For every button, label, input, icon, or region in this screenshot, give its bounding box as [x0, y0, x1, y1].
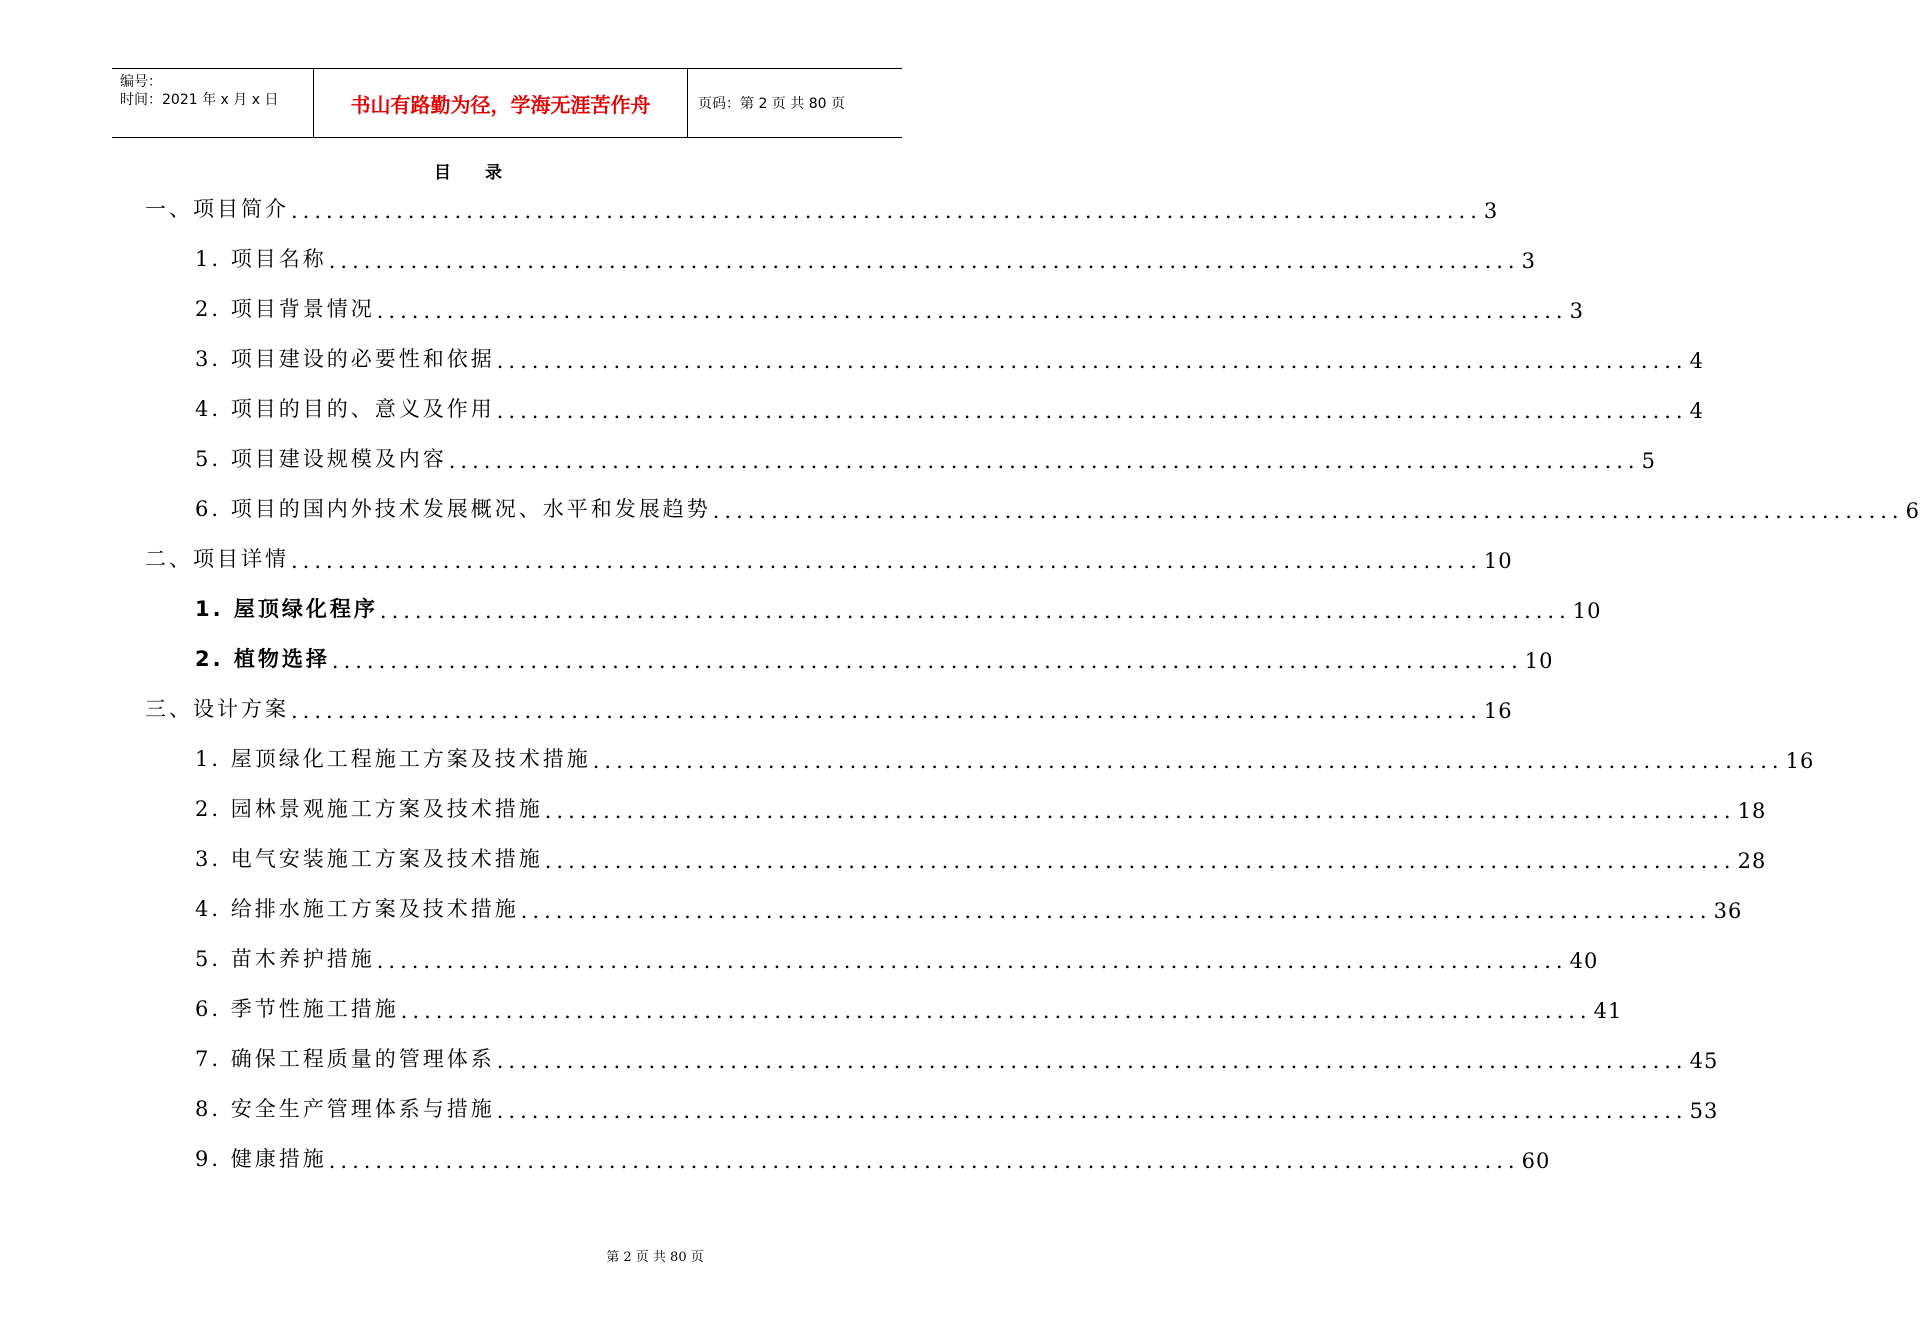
toc-title: 目 录 — [434, 163, 516, 183]
toc-leader-dots: ...................................................................................................... — [496, 399, 1688, 423]
header-motto: 书山有路勤为径，学海无涯苦作舟 — [314, 69, 688, 137]
toc-leader-dots: ...................................................................................................... — [712, 499, 1904, 523]
toc-entry[interactable] — [145, 693, 1513, 723]
toc-entry-label: 二、项目详情 — [145, 547, 289, 571]
toc-leader-dots: ...................................................................................................... — [291, 549, 1482, 573]
toc-entry-page: 4 — [1689, 399, 1704, 423]
toc-leader-dots: ...................................................................................................... — [520, 899, 1712, 923]
toc-leader-dots: ...................................................................................................... — [496, 349, 1688, 373]
toc-entry-label: 1. 屋顶绿化工程施工方案及技术措施 — [195, 747, 591, 771]
toc-entry-page: 3 — [1569, 299, 1584, 323]
toc-entry-page: 10 — [1572, 599, 1602, 623]
toc-entry-page: 41 — [1593, 999, 1623, 1023]
toc-entry-label: 3. 项目建设的必要性和依据 — [195, 347, 495, 371]
toc-entry-label: 三、设计方案 — [145, 697, 289, 721]
toc-leader-dots: ...................................................................................................... — [496, 1099, 1688, 1123]
toc-entry-label: 1. 屋顶绿化程序 — [195, 597, 378, 621]
toc-entry-page: 16 — [1785, 749, 1815, 773]
code-label: 编号： — [120, 74, 162, 90]
toc-entry-page: 3 — [1521, 249, 1536, 273]
toc-entry[interactable] — [195, 593, 1602, 623]
toc-entry-label: 1. 项目名称 — [195, 247, 327, 271]
date-label: 时间：2021 年 x 月 x 日 — [120, 92, 279, 108]
toc-entry[interactable] — [195, 993, 1623, 1023]
toc-entry[interactable] — [195, 743, 1815, 773]
toc-entry-page: 40 — [1569, 949, 1599, 973]
toc-leader-dots: ...................................................................................................... — [400, 999, 1592, 1023]
toc-entry-label: 6. 项目的国内外技术发展概况、水平和发展趋势 — [195, 497, 711, 521]
toc-entry-page: 10 — [1483, 549, 1513, 573]
toc-entry-label: 5. 项目建设规模及内容 — [195, 447, 447, 471]
toc-entry-label: 4. 给排水施工方案及技术措施 — [195, 897, 519, 921]
toc-leader-dots: ...................................................................................................... — [328, 249, 1520, 273]
toc-entry-page: 45 — [1689, 1049, 1719, 1073]
toc-entry-page: 28 — [1737, 849, 1767, 873]
toc-entry-page: 60 — [1521, 1149, 1551, 1173]
toc-entry[interactable] — [195, 243, 1536, 273]
toc-entry-page: 6 — [1905, 499, 1920, 523]
toc-entry-label: 2. 植物选择 — [195, 647, 330, 671]
toc-entry-page: 5 — [1641, 449, 1656, 473]
toc-entry-label: 8. 安全生产管理体系与措施 — [195, 1097, 495, 1121]
page-footer: 第 2 页 共 80 页 — [606, 1250, 704, 1265]
header-page-info: 页码：第 2 页 共 80 页 — [698, 96, 845, 112]
toc-entry-label: 9. 健康措施 — [195, 1147, 327, 1171]
toc-leader-dots: ...................................................................................................... — [376, 299, 1568, 323]
toc-entry-page: 18 — [1737, 799, 1767, 823]
toc-entry[interactable] — [195, 643, 1554, 673]
toc-leader-dots: ...................................................................................................... — [448, 449, 1640, 473]
toc-leader-dots: ...................................................................................................... — [376, 949, 1568, 973]
toc-leader-dots: ...................................................................................................... — [291, 199, 1482, 223]
toc-entry[interactable] — [195, 493, 1920, 523]
toc-leader-dots: ...................................................................................................... — [592, 749, 1784, 773]
toc-entry-page: 3 — [1483, 199, 1499, 223]
toc-entry[interactable] — [195, 443, 1656, 473]
toc-entry-label: 4. 项目的目的、意义及作用 — [195, 397, 495, 421]
toc-entry[interactable] — [195, 893, 1743, 923]
toc-leader-dots: ...................................................................................................... — [544, 849, 1736, 873]
toc-entry-label: 5. 苗木养护措施 — [195, 947, 375, 971]
toc-leader-dots: ...................................................................................................... — [379, 599, 1571, 623]
toc-entry-page: 16 — [1483, 699, 1513, 723]
document-header — [112, 68, 902, 138]
toc-leader-dots: ...................................................................................................... — [331, 649, 1523, 673]
header-meta — [112, 69, 314, 137]
toc-entry-label: 2. 项目背景情况 — [195, 297, 375, 321]
toc-entry[interactable] — [195, 393, 1704, 423]
toc-entry[interactable] — [195, 343, 1704, 373]
toc-leader-dots: ...................................................................................................... — [328, 1149, 1520, 1173]
toc-entry[interactable] — [195, 1143, 1551, 1173]
toc-entry[interactable] — [145, 543, 1513, 573]
toc-leader-dots: ...................................................................................................... — [496, 1049, 1688, 1073]
toc-entry[interactable] — [195, 1093, 1719, 1123]
toc-leader-dots: ...................................................................................................... — [291, 699, 1482, 723]
toc-entry[interactable] — [195, 1043, 1719, 1073]
toc-entry[interactable] — [195, 293, 1584, 323]
toc-entry-page: 36 — [1713, 899, 1743, 923]
toc-entry[interactable] — [195, 843, 1767, 873]
toc-entry[interactable] — [195, 793, 1767, 823]
toc-entry[interactable] — [145, 193, 1499, 223]
toc-entry-label: 3. 电气安装施工方案及技术措施 — [195, 847, 543, 871]
toc-entry[interactable] — [195, 943, 1599, 973]
toc-entry-page: 10 — [1524, 649, 1554, 673]
toc-leader-dots: ...................................................................................................... — [544, 799, 1736, 823]
toc-entry-label: 6. 季节性施工措施 — [195, 997, 399, 1021]
toc-entry-label: 一、项目简介 — [145, 197, 289, 221]
toc-entry-label: 2. 园林景观施工方案及技术措施 — [195, 797, 543, 821]
toc-entry-label: 7. 确保工程质量的管理体系 — [195, 1047, 495, 1071]
toc-entry-page: 4 — [1689, 349, 1704, 373]
toc-entry-page: 53 — [1689, 1099, 1719, 1123]
